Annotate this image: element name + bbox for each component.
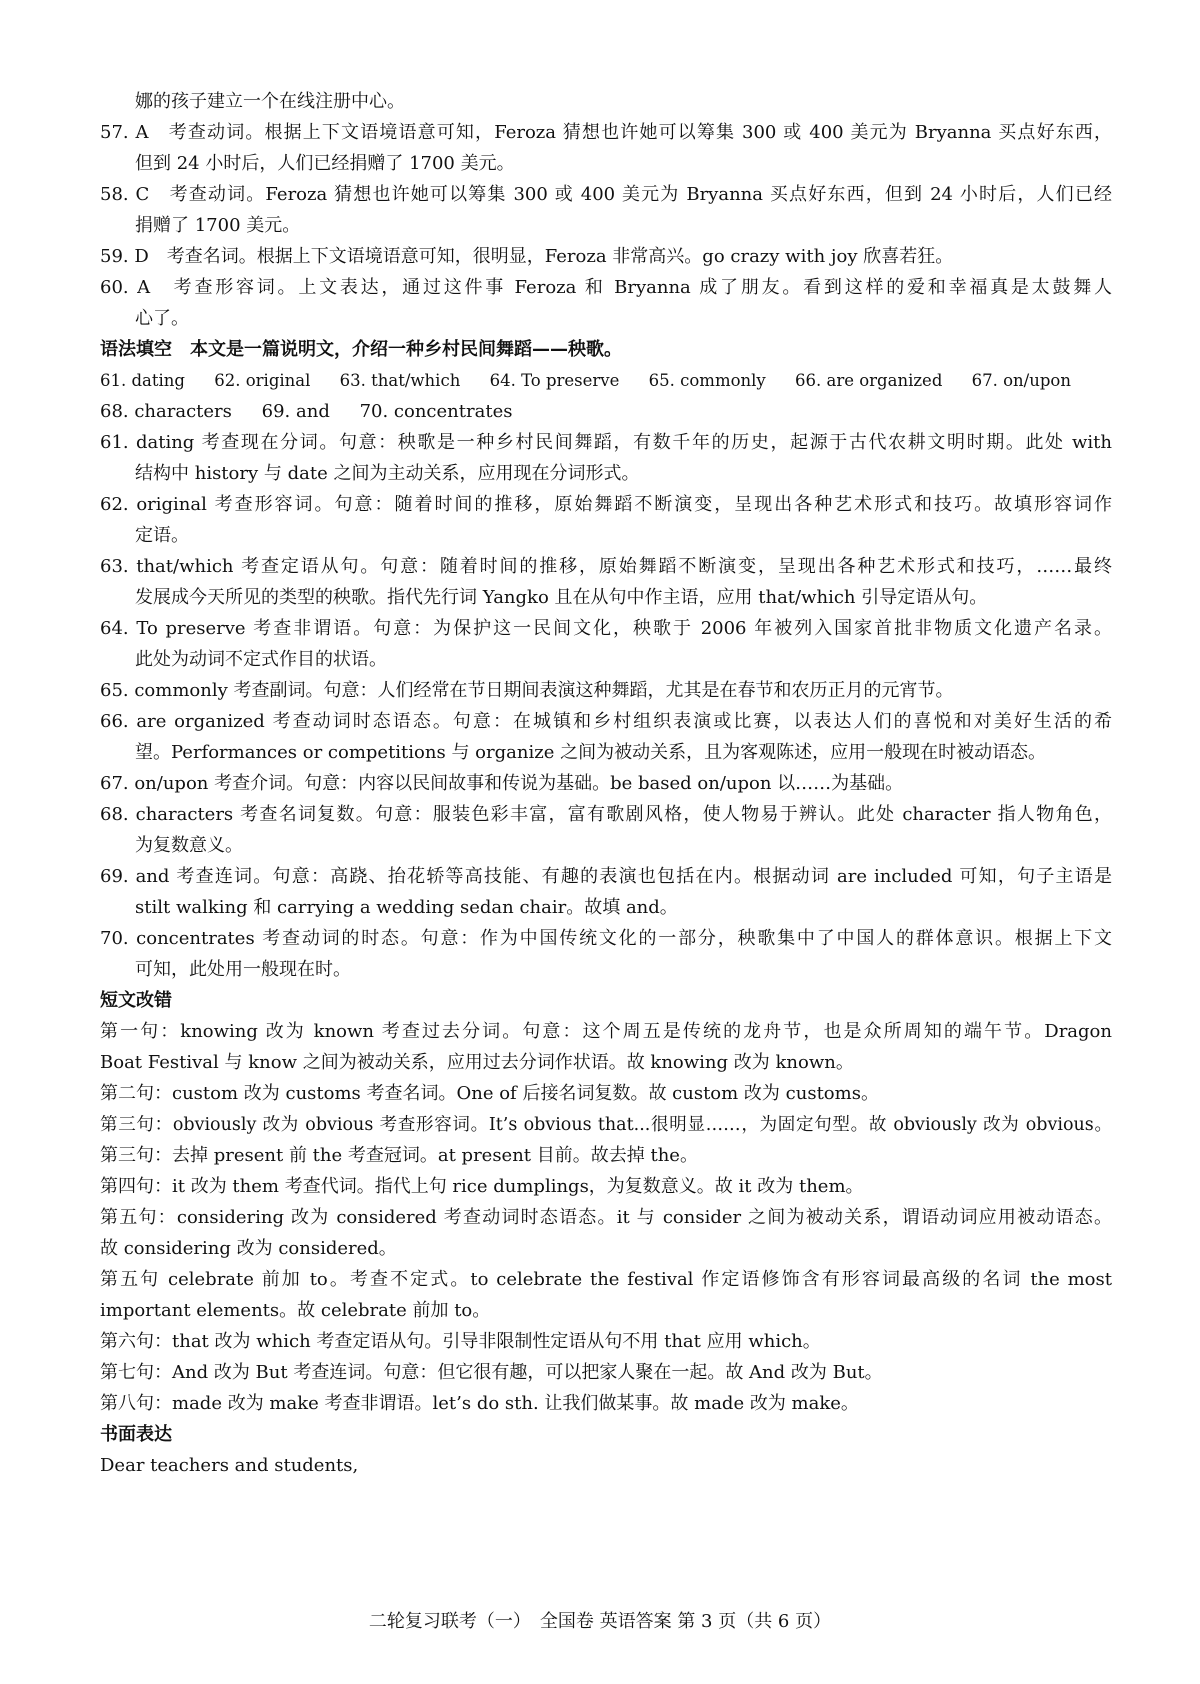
answer-item: 67. on/upon [971, 371, 1071, 390]
correction-7: 第七句：And 改为 But 考查连词。句意：但它很有趣，可以把家人聚在一起。故 And 改为 But。 [100, 1362, 883, 1383]
answer-item: 65. commonly [648, 371, 766, 390]
correction-8: 第八句：made 改为 make 考查非谓语。let’s do sth. 让我们做某事。故 made 改为 make。 [100, 1393, 859, 1414]
correction-3a: 第三句：obviously 改为 obvious 考查形容词。It’s obvious that...很明显……，为固定句型。故 obviously 改为 obvious。 [100, 1115, 1112, 1135]
text-line: 定语。 [135, 525, 189, 546]
text-line: 为复数意义。 [135, 835, 243, 856]
text-line: 故 considering 改为 considered。 [100, 1238, 397, 1259]
answer-59: 59. D 考查名词。根据上下文语境语意可知，很明显，Feroza 非常高兴。go crazy with joy 欣喜若狂。 [100, 246, 954, 267]
answer-list-row-2 [100, 400, 1112, 424]
explanation-66: 66. are organized 考查动词时态语态。句意：在城镇和乡村组织表演或比赛，以表达人们的喜悦和对美好生活的希 [100, 711, 1112, 732]
correction-6: 第六句：that 改为 which 考查定语从句。引导非限制性定语从句不用 that 应用 which。 [100, 1331, 821, 1352]
answer-item: 68. characters [100, 401, 232, 422]
section-heading-error-correction: 短文改错 [100, 990, 172, 1011]
explanation-64: 64. To preserve 考查非谓语。句意：为保护这一民间文化，秧歌于 2006 年被列入国家首批非物质文化遗产名录。 [100, 618, 1112, 639]
text-line: 但到 24 小时后，人们已经捐赠了 1700 美元。 [135, 153, 515, 174]
explanation-61: 61. dating 考查现在分词。句意：秧歌是一种乡村民间舞蹈，有数千年的历史，起源于古代农耕文明时期。此处 with [100, 432, 1112, 453]
text-line: 发展成今天所见的类型的秧歌。指代先行词 Yangko 且在从句中作主语，应用 that/which 引导定语从句。 [135, 587, 988, 608]
page-footer: 二轮复习联考（一） 全国卷 英语答案 第 3 页（共 6 页） [368, 1611, 832, 1632]
text-line: 可知，此处用一般现在时。 [135, 959, 351, 980]
explanation-70: 70. concentrates 考查动词的时态。句意：作为中国传统文化的一部分，秧歌集中了中国人的群体意识。根据上下文 [100, 928, 1112, 949]
text-line: 娜的孩子建立一个在线注册中心。 [135, 91, 405, 112]
correction-3b: 第三句：去掉 present 前 the 考查冠词。at present 目前。故去掉 the。 [100, 1145, 698, 1166]
text-line: 捐赠了 1700 美元。 [135, 215, 301, 236]
explanation-65: 65. commonly 考查副词。句意：人们经常在节日期间表演这种舞蹈，尤其是在春节和农历正月的元宵节。 [100, 680, 954, 701]
text-line: Boat Festival 与 know 之间为被动关系，应用过去分词作状语。故 knowing 改为 known。 [100, 1052, 854, 1073]
text-line: 此处为动词不定式作目的状语。 [135, 649, 387, 670]
answer-item: 66. are organized [795, 371, 943, 390]
text-line: 望。Performances or competitions 与 organize 之间为被动关系，且为客观陈述，应用一般现在时被动语态。 [135, 742, 1047, 763]
answer-item: 62. original [214, 371, 311, 390]
explanation-63: 63. that/which 考查定语从句。句意：随着时间的推移，原始舞蹈不断演变，呈现出各种艺术形式和技巧，……最终 [100, 556, 1112, 577]
correction-5a: 第五句：considering 改为 considered 考查动词时态语态。it 与 consider 之间为被动关系，谓语动词应用被动语态。 [100, 1207, 1112, 1228]
explanation-67: 67. on/upon 考查介词。句意：内容以民间故事和传说为基础。be based on/upon 以……为基础。 [100, 773, 904, 794]
explanation-69: 69. and 考查连词。句意：高跷、抬花轿等高技能、有趣的表演也包括在内。根据动词 are included 可知，句子主语是 [100, 866, 1112, 887]
answer-item: 70. concentrates [359, 401, 513, 422]
correction-5b: 第五句 celebrate 前加 to。考查不定式。to celebrate the festival 作定语修饰含有形容词最高级的名词 the most [100, 1269, 1112, 1290]
correction-2: 第二句：custom 改为 customs 考查名词。One of 后接名词复数。故 custom 改为 customs。 [100, 1083, 879, 1104]
answer-60: 60. A 考查形容词。上文表达，通过这件事 Feroza 和 Bryanna 成了朋友。看到这样的爱和幸福真是太鼓舞人 [100, 277, 1112, 298]
answer-item: 69. and [261, 401, 330, 422]
explanation-62: 62. original 考查形容词。句意：随着时间的推移，原始舞蹈不断演变，呈现出各种艺术形式和技巧。故填形容词作 [100, 494, 1112, 515]
explanation-68: 68. characters 考查名词复数。句意：服装色彩丰富，富有歌剧风格，使人物易于辨认。此处 character 指人物角色， [100, 804, 1112, 825]
correction-1: 第一句：knowing 改为 known 考查过去分词。句意：这个周五是传统的龙舟节，也是众所周知的端午节。Dragon [100, 1021, 1112, 1042]
section-heading-grammar: 语法填空 本文是一篇说明文，介绍一种乡村民间舞蹈——秧歌。 [100, 339, 622, 360]
answer-list-row-1 [100, 369, 1112, 393]
answer-57: 57. A 考查动词。根据上下文语境语意可知，Feroza 猜想也许她可以筹集 300 或 400 美元为 Bryanna 买点好东西， [100, 122, 1112, 143]
section-heading-writing: 书面表达 [100, 1424, 172, 1445]
correction-4: 第四句：it 改为 them 考查代词。指代上句 rice dumplings，为复数意义。故 it 改为 them。 [100, 1176, 864, 1197]
answer-58: 58. C 考查动词。Feroza 猜想也许她可以筹集 300 或 400 美元为 Bryanna 买点好东西，但到 24 小时后，人们已经 [100, 184, 1112, 205]
writing-salutation: Dear teachers and students, [100, 1455, 359, 1476]
text-line: 结构中 history 与 date 之间为主动关系，应用现在分词形式。 [135, 463, 640, 484]
text-line: stilt walking 和 carrying a wedding sedan chair。故填 and。 [135, 897, 678, 918]
text-line: important elements。故 celebrate 前加 to。 [100, 1300, 491, 1321]
text-line: 心了。 [135, 308, 189, 329]
answer-item: 64. To preserve [489, 371, 620, 390]
answer-item: 61. dating [100, 371, 185, 390]
answer-item: 63. that/which [339, 371, 461, 390]
